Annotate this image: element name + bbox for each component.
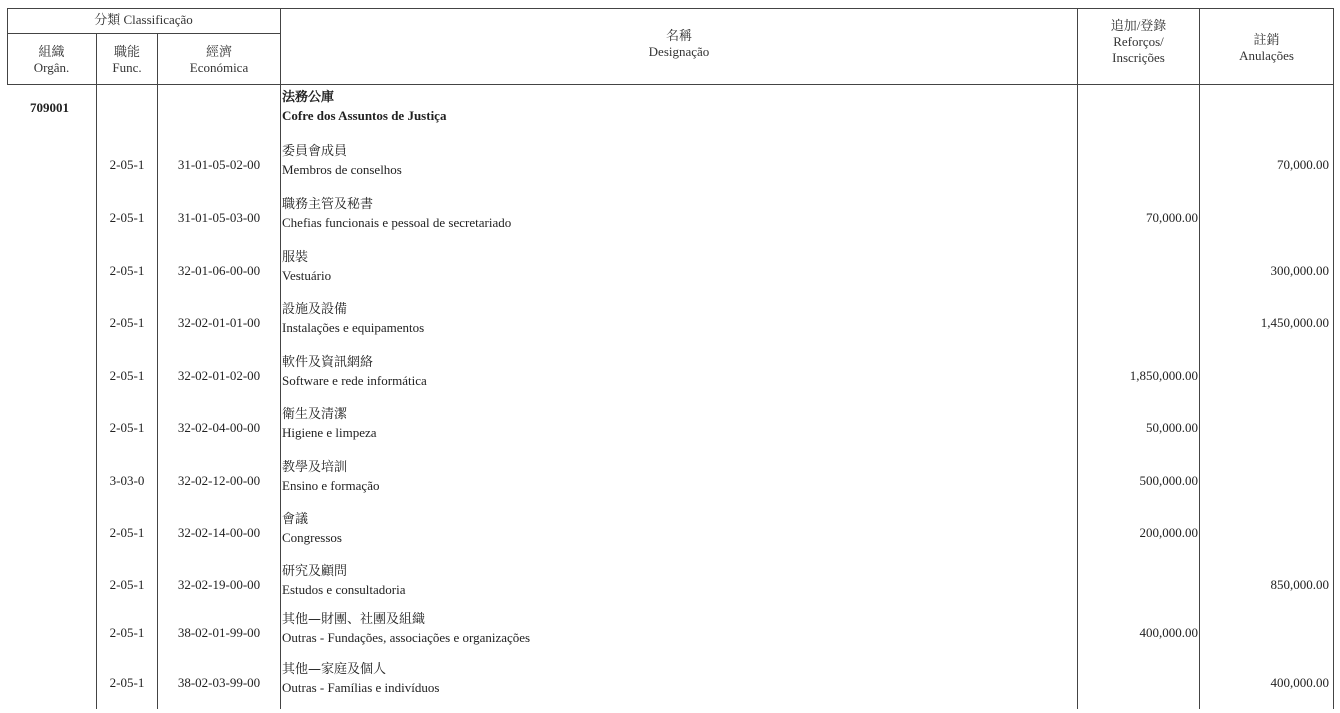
func-code: 2-05-1 <box>109 157 145 172</box>
econ-code: 32-02-01-02-00 <box>177 368 261 383</box>
table-row <box>0 611 1340 663</box>
table-row <box>0 301 1340 353</box>
func-code: 2-05-1 <box>109 577 145 592</box>
designation-zh: 設施及設備 <box>282 302 348 317</box>
econ-code: 31-01-05-03-00 <box>177 210 261 225</box>
reinforcement-amount: 400,000.00 <box>1139 625 1198 640</box>
reinforcement-amount: 70,000.00 <box>1146 210 1198 225</box>
econ-code: 32-02-12-00-00 <box>177 473 261 488</box>
designation <box>282 301 424 337</box>
designation-zh: 會議 <box>282 512 309 527</box>
econ-code: 38-02-03-99-00 <box>177 675 261 690</box>
annulment-amount: 1,450,000.00 <box>1260 315 1329 330</box>
table-row <box>0 143 1340 195</box>
table-row <box>0 459 1340 511</box>
designation-zh: 衛生及清潔 <box>282 407 348 422</box>
designation-pt: Membros de conselhos <box>282 162 402 177</box>
designation-zh: 其他—財團、社團及組織 <box>282 612 426 627</box>
econ-code: 32-02-19-00-00 <box>177 577 261 592</box>
org-code: 709001 <box>30 100 69 115</box>
annulment-amount: 400,000.00 <box>1270 675 1329 690</box>
designation <box>282 459 379 495</box>
reinforcement-amount: 500,000.00 <box>1139 473 1198 488</box>
econ-code: 32-02-01-01-00 <box>177 315 261 330</box>
reinforcement-amount: 200,000.00 <box>1139 525 1198 540</box>
designation-zh: 服裝 <box>282 250 309 265</box>
section-title <box>282 89 446 125</box>
econ-header: 經濟 Económica <box>189 44 249 75</box>
func-header: 職能 Func. <box>112 44 142 75</box>
org-header: 組織 Orgân. <box>33 44 70 75</box>
classification-header: 分類 Classificação <box>94 12 193 27</box>
designation-zh: 其他—家庭及個人 <box>282 662 387 677</box>
func-code: 2-05-1 <box>109 210 145 225</box>
annulment-amount: 850,000.00 <box>1270 577 1329 592</box>
section-title-zh: 法務公庫 <box>282 90 335 105</box>
designation-zh: 教學及培訓 <box>282 460 348 475</box>
top-border <box>7 8 1334 9</box>
func-code: 2-05-1 <box>109 675 145 690</box>
designation-zh: 委員會成員 <box>282 144 348 159</box>
designation <box>282 354 427 390</box>
designation <box>282 249 331 285</box>
designation-pt: Estudos e consultadoria <box>282 582 406 597</box>
func-code: 2-05-1 <box>109 315 145 330</box>
table-row <box>0 249 1340 301</box>
func-code: 2-05-1 <box>109 368 145 383</box>
reinforcement-amount: 1,850,000.00 <box>1129 368 1198 383</box>
designation-pt: Higiene e limpeza <box>282 425 377 440</box>
table-row <box>0 406 1340 458</box>
designation-pt: Vestuário <box>282 268 332 283</box>
func-code: 2-05-1 <box>109 263 145 278</box>
econ-code: 32-02-04-00-00 <box>177 420 261 435</box>
designation <box>282 143 402 179</box>
designation <box>282 406 377 442</box>
econ-code: 38-02-01-99-00 <box>177 625 261 640</box>
econ-code: 32-01-06-00-00 <box>177 263 261 278</box>
classification-divider <box>7 33 280 34</box>
designation-pt: Instalações e equipamentos <box>282 320 425 335</box>
designation-pt: Outras - Famílias e indivíduos <box>282 680 440 695</box>
reinforcement-amount: 50,000.00 <box>1146 420 1198 435</box>
designation <box>282 196 511 232</box>
designation-pt: Software e rede informática <box>282 373 427 388</box>
designation-pt: Ensino e formação <box>282 478 380 493</box>
reinforcements-header: 追加/登錄 Reforços/ Inscrições <box>1110 18 1167 65</box>
func-code: 2-05-1 <box>109 625 145 640</box>
designation <box>282 661 439 697</box>
func-code: 3-03-0 <box>109 473 145 488</box>
designation <box>282 511 342 547</box>
section-title-pt: Cofre dos Assuntos de Justiça <box>282 108 447 123</box>
designation <box>282 611 530 647</box>
header-bottom-border <box>7 84 1334 85</box>
designation-zh: 職務主管及秘書 <box>282 197 374 212</box>
table-row <box>0 354 1340 406</box>
func-code: 2-05-1 <box>109 420 145 435</box>
designation-zh: 研究及顧問 <box>282 564 348 579</box>
designation-header: 名稱 Designação <box>648 28 710 59</box>
designation-zh: 軟件及資訊網絡 <box>282 355 374 370</box>
designation-pt: Outras - Fundações, associações e organizações <box>282 630 531 645</box>
func-code: 2-05-1 <box>109 525 145 540</box>
designation <box>282 563 405 599</box>
table-row <box>0 563 1340 615</box>
designation-pt: Chefias funcionais e pessoal de secretariado <box>282 215 512 230</box>
table-row <box>0 196 1340 248</box>
econ-code: 31-01-05-02-00 <box>177 157 261 172</box>
annulments-header: 註銷 Anulações <box>1239 32 1294 63</box>
designation-pt: Congressos <box>282 530 342 545</box>
table-row <box>0 511 1340 563</box>
econ-code: 32-02-14-00-00 <box>177 525 261 540</box>
table-row <box>0 661 1340 713</box>
annulment-amount: 300,000.00 <box>1270 263 1329 278</box>
annulment-amount: 70,000.00 <box>1277 157 1329 172</box>
